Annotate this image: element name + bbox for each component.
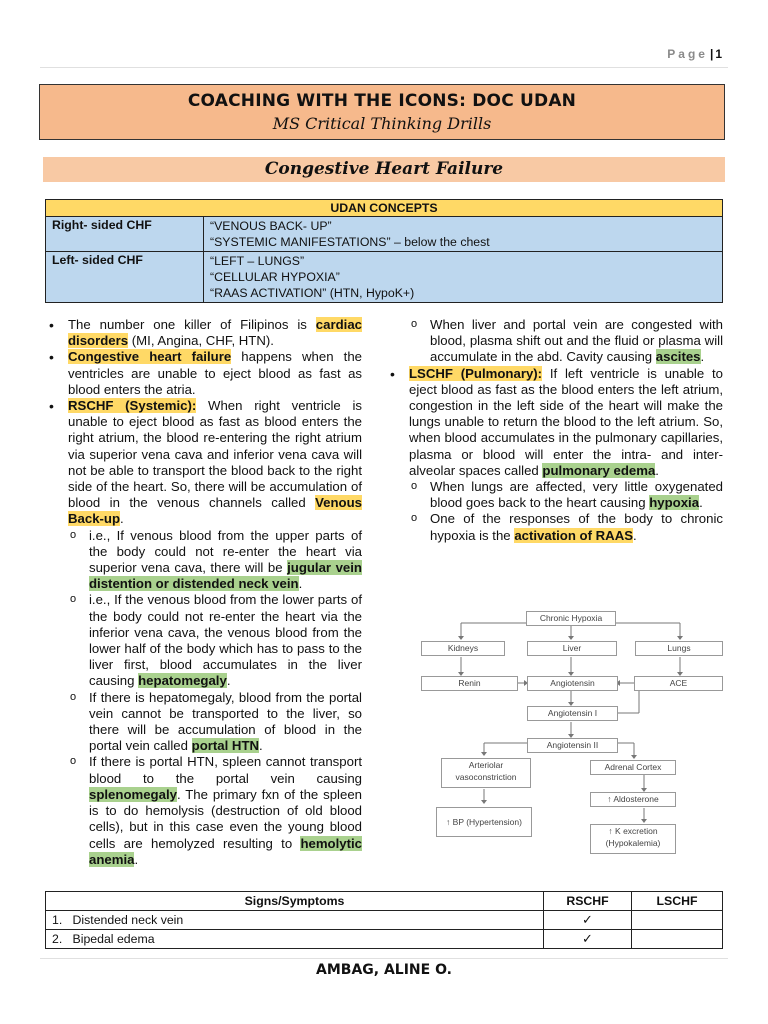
list-item: o When lungs are affected, very little oxygenated blood goes back to the heart causing hypoxia. xyxy=(408,479,723,511)
footer-divider xyxy=(40,958,728,959)
list-item: o If there is portal HTN, spleen cannot transport blood to the portal vein causing splenomegaly. The primary fxn of the spleen is to do hemolysis (destruction of old blood cells), but in this case even the young blood cells are hemolyzed resulting to hemolytic anemia. xyxy=(67,754,362,867)
flow-node: Liver xyxy=(527,641,617,656)
udan-concepts-table xyxy=(45,199,723,303)
flow-node: Arteriolar vasoconstriction xyxy=(441,758,531,788)
concept-label: Right- sided CHF xyxy=(46,217,204,252)
rschf-check: ✓ xyxy=(544,911,632,930)
raas-flowchart xyxy=(414,603,724,858)
rschf-check: ✓ xyxy=(544,930,632,949)
flow-node: Lungs xyxy=(635,641,723,656)
flow-node: ↑ Aldosterone xyxy=(590,792,676,807)
lschf-check xyxy=(632,911,723,930)
list-item: • Congestive heart failure happens when the ventricles are unable to eject blood as fast as blood enters the atria. xyxy=(45,349,362,398)
symptom-cell: 1. Distended neck vein xyxy=(46,911,544,930)
lschf-check xyxy=(632,930,723,949)
page-number: Page | 1 xyxy=(667,47,722,61)
col-header: RSCHF xyxy=(544,892,632,911)
title-banner xyxy=(39,84,725,140)
list-item: o When liver and portal vein are congested with blood, plasma shift out and the fluid or plasma will accumulate in the abd. Cavity causing ascites. xyxy=(408,317,723,366)
symptom-cell: 2. Bipedal edema xyxy=(46,930,544,949)
subtitle: MS Critical Thinking Drills xyxy=(272,114,492,133)
header-divider xyxy=(40,67,728,68)
author-footer: AMBAG, ALINE O. xyxy=(316,962,452,978)
list-item: o If there is hepatomegaly, blood from the portal vein cannot be transported to the liver, so there will be accumulation of blood in the portal vein called portal HTN. xyxy=(67,690,362,755)
flow-node: Angiotensin I xyxy=(527,706,618,721)
list-item: o i.e., If venous blood from the upper parts of the body could not re-enter the heart via superior vena cava, there will be jugular vein distention or distended neck vein. xyxy=(67,528,362,593)
list-item: o i.e., If the venous blood from the lower parts of the body could not re-enter the heart via the inferior vena cava, the venous blood from the lower half of the body which has to pass to the liver first, blood accumulates in the liver causing hepatomegaly. xyxy=(67,592,362,689)
concept-desc: “VENOUS BACK- UP” “SYSTEMIC MANIFESTATIONS” – below the chest xyxy=(204,217,723,252)
flow-node: ↑ K excretion (Hypokalemia) xyxy=(590,824,676,854)
left-column xyxy=(45,317,362,868)
col-header: LSCHF xyxy=(632,892,723,911)
section-title: Congestive Heart Failure xyxy=(43,157,725,182)
table-row xyxy=(46,911,723,930)
concepts-header: UDAN CONCEPTS xyxy=(46,200,723,217)
flow-node: Angiotensin II xyxy=(527,738,618,753)
right-column xyxy=(386,317,723,544)
flow-node: Chronic Hypoxia xyxy=(526,611,616,626)
flow-node: Adrenal Cortex xyxy=(590,760,676,775)
concept-desc: “LEFT – LUNGS” “CELLULAR HYPOXIA” “RAAS ACTIVATION” (HTN, HypoK+) xyxy=(204,252,723,303)
list-item: • LSCHF (Pulmonary): If left ventricle is unable to eject blood as fast as the blood enters the left atrium, congestion in the left side of the heart will make the lungs unable to return the blood to the left atrium. So, when blood accumulates in the pulmonary capillaries, plasma or blood will enter the intra- and inter- alveolar spaces called pulmonary edema. xyxy=(386,366,723,479)
col-header: Signs/Symptoms xyxy=(46,892,544,911)
flow-node: ACE xyxy=(634,676,723,691)
flow-node: Angiotensin xyxy=(527,676,618,691)
list-item: • RSCHF (Systemic): When right ventricle is unable to eject blood as fast as blood enters the right atrium, the blood re-entering the right atrium via superior vena cava and inferior vena cava will not be able to transport the blood back to the right side of the heart. So, there will be accumulation of blood in the venous channels called Venous Back-up. xyxy=(45,398,362,528)
signs-symptoms-table xyxy=(45,891,723,949)
table-row xyxy=(46,930,723,949)
flow-node: Renin xyxy=(421,676,518,691)
concept-label: Left- sided CHF xyxy=(46,252,204,303)
list-item: o One of the responses of the body to chronic hypoxia is the activation of RAAS. xyxy=(408,511,723,543)
flow-node: ↑ BP (Hypertension) xyxy=(436,807,532,837)
table-row xyxy=(46,217,723,252)
list-item: • The number one killer of Filipinos is cardiac disorders (MI, Angina, CHF, HTN). xyxy=(45,317,362,349)
main-title: COACHING WITH THE ICONS: DOC UDAN xyxy=(187,91,577,111)
flow-node: Kidneys xyxy=(421,641,505,656)
table-row xyxy=(46,252,723,303)
